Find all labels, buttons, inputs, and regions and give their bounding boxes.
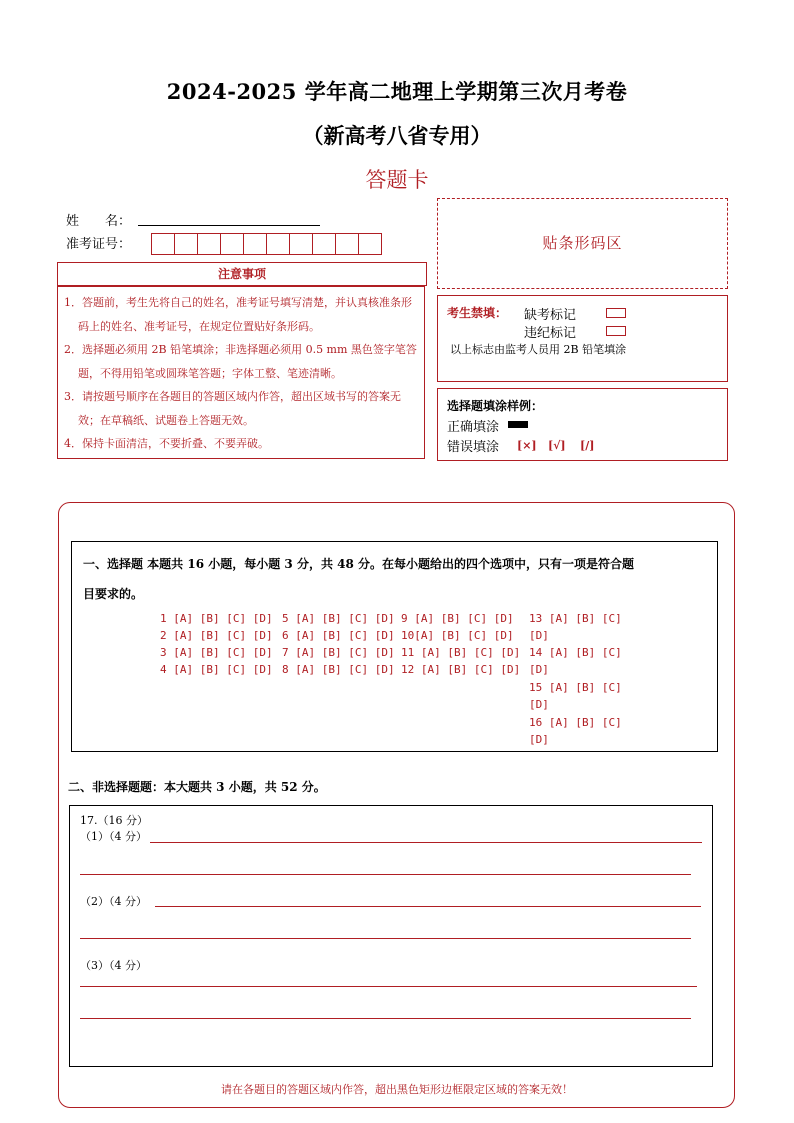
mc-question-11[interactable]: 11 [A] [B] [C] [D] (401, 646, 521, 659)
fill-example-title: 选择题填涂样例： (447, 399, 544, 413)
mc-question-4[interactable]: 4 [A] [B] [C] [D] (160, 663, 273, 676)
id-digit-box[interactable] (335, 233, 359, 255)
forbid-note: 以上标志由监考人员用 2B 铅笔填涂 (450, 343, 627, 356)
violation-mark-box[interactable] (606, 326, 626, 336)
mc-question-13-d[interactable]: [D] (529, 629, 549, 642)
id-digit-box[interactable] (312, 233, 336, 255)
notice-item: 3．请按题号顺序在各题目的答题区域内作答，超出区域书写的答案无效；在草稿纸、试题卷上答题无效。 (64, 390, 401, 427)
id-digit-box[interactable] (174, 233, 198, 255)
footer-warning: 请在各题目的答题区域内作答，超出黑色矩形边框限定区域的答案无效！ (221, 1083, 573, 1096)
mc-question-16-d[interactable]: [D] (529, 733, 549, 746)
answer-line[interactable] (80, 986, 697, 987)
section1-heading: 一、选择题 本题共 16 小题，每小题 3 分，共 48 分。在每小题给出的四个选项中，只有一项是符合题 (83, 557, 634, 571)
mc-question-5[interactable]: 5 [A] [B] [C] [D] (282, 612, 395, 625)
notice-item: 1．答题前，考生先将自己的姓名，准考证号填写清楚，并认真核准条形码上的姓名、准考证号，在规定位置贴好条形码。 (64, 296, 412, 333)
mc-question-16[interactable]: 16 [A] [B] [C] (529, 716, 622, 729)
notice-box (57, 286, 425, 459)
name-field[interactable] (138, 224, 320, 226)
mc-question-13[interactable]: 13 [A] [B] [C] (529, 612, 622, 625)
mc-question-3[interactable]: 3 [A] [B] [C] [D] (160, 646, 273, 659)
mc-question-10[interactable]: 10[A] [B] [C] [D] (401, 629, 514, 642)
absent-label: 缺考标记 (524, 308, 577, 323)
id-digit-box[interactable] (289, 233, 313, 255)
id-digit-box[interactable] (151, 233, 175, 255)
mc-question-2[interactable]: 2 [A] [B] [C] [D] (160, 629, 273, 642)
forbid-label: 考生禁填： (447, 306, 508, 320)
id-number-boxes[interactable] (151, 233, 381, 255)
mc-question-15[interactable]: 15 [A] [B] [C] (529, 681, 622, 694)
mc-question-9[interactable]: 9 [A] [B] [C] [D] (401, 612, 514, 625)
exam-title: 2024-2025 学年高二地理上学期第三次月考卷 (166, 79, 628, 104)
answer-line[interactable] (80, 1018, 691, 1019)
mc-question-7[interactable]: 7 [A] [B] [C] [D] (282, 646, 395, 659)
violation-label: 违纪标记 (524, 326, 577, 341)
wrong-mark-check: [√] (548, 439, 566, 452)
section2-heading: 二、非选择题题：本大题共 3 小题，共 52 分。 (68, 780, 326, 794)
answer-line[interactable] (80, 874, 691, 875)
correct-fill-sample (508, 421, 528, 428)
id-digit-box[interactable] (358, 233, 382, 255)
mc-question-1[interactable]: 1 [A] [B] [C] [D] (160, 612, 273, 625)
mc-question-8[interactable]: 8 [A] [B] [C] [D] (282, 663, 395, 676)
mc-question-14[interactable]: 14 [A] [B] [C] (529, 646, 622, 659)
examiner-only-box (437, 295, 728, 382)
q17-sub3-label: （3）（4 分） (80, 959, 147, 972)
fill-example-box (437, 388, 728, 461)
q17-sub1-label: （1）（4 分） (80, 830, 147, 843)
answer-line[interactable] (80, 938, 691, 939)
id-label: 准考证号： (66, 237, 132, 252)
mc-question-14-d[interactable]: [D] (529, 663, 549, 676)
mc-question-15-d[interactable]: [D] (529, 698, 549, 711)
exam-subtitle: （新高考八省专用） (302, 123, 492, 148)
card-title: 答题卡 (365, 168, 429, 192)
wrong-fill-label: 错误填涂 (447, 440, 500, 455)
wrong-mark-slash: [/] (580, 439, 595, 452)
open-question-frame (69, 805, 713, 1067)
notice-item: 4．保持卡面清洁，不要折叠、不要弄破。 (64, 437, 269, 450)
q17-sub2-label: （2）（4 分） (80, 895, 147, 908)
q17-label: 17.（16 分） (80, 814, 148, 827)
wrong-mark-x: [×] (517, 439, 537, 452)
name-label: 姓 名： (66, 214, 132, 229)
id-digit-box[interactable] (197, 233, 221, 255)
barcode-area[interactable]: 贴条形码区 (437, 198, 728, 289)
absent-mark-box[interactable] (606, 308, 626, 318)
answer-line[interactable] (150, 842, 702, 843)
id-digit-box[interactable] (266, 233, 290, 255)
notice-item: 2．选择题必须用 2B 铅笔填涂；非选择题必须用 0.5 mm 黑色签字笔答题，不得用铅笔或圆珠笔答题；字体工整、笔迹清晰。 (64, 343, 417, 380)
mc-question-6[interactable]: 6 [A] [B] [C] [D] (282, 629, 395, 642)
id-digit-box[interactable] (243, 233, 267, 255)
section1-heading-cont: 目要求的。 (83, 587, 144, 601)
mc-question-12[interactable]: 12 [A] [B] [C] [D] (401, 663, 521, 676)
notice-title: 注意事项 (57, 262, 427, 286)
id-digit-box[interactable] (220, 233, 244, 255)
correct-fill-label: 正确填涂 (447, 420, 500, 435)
answer-line[interactable] (155, 906, 701, 907)
